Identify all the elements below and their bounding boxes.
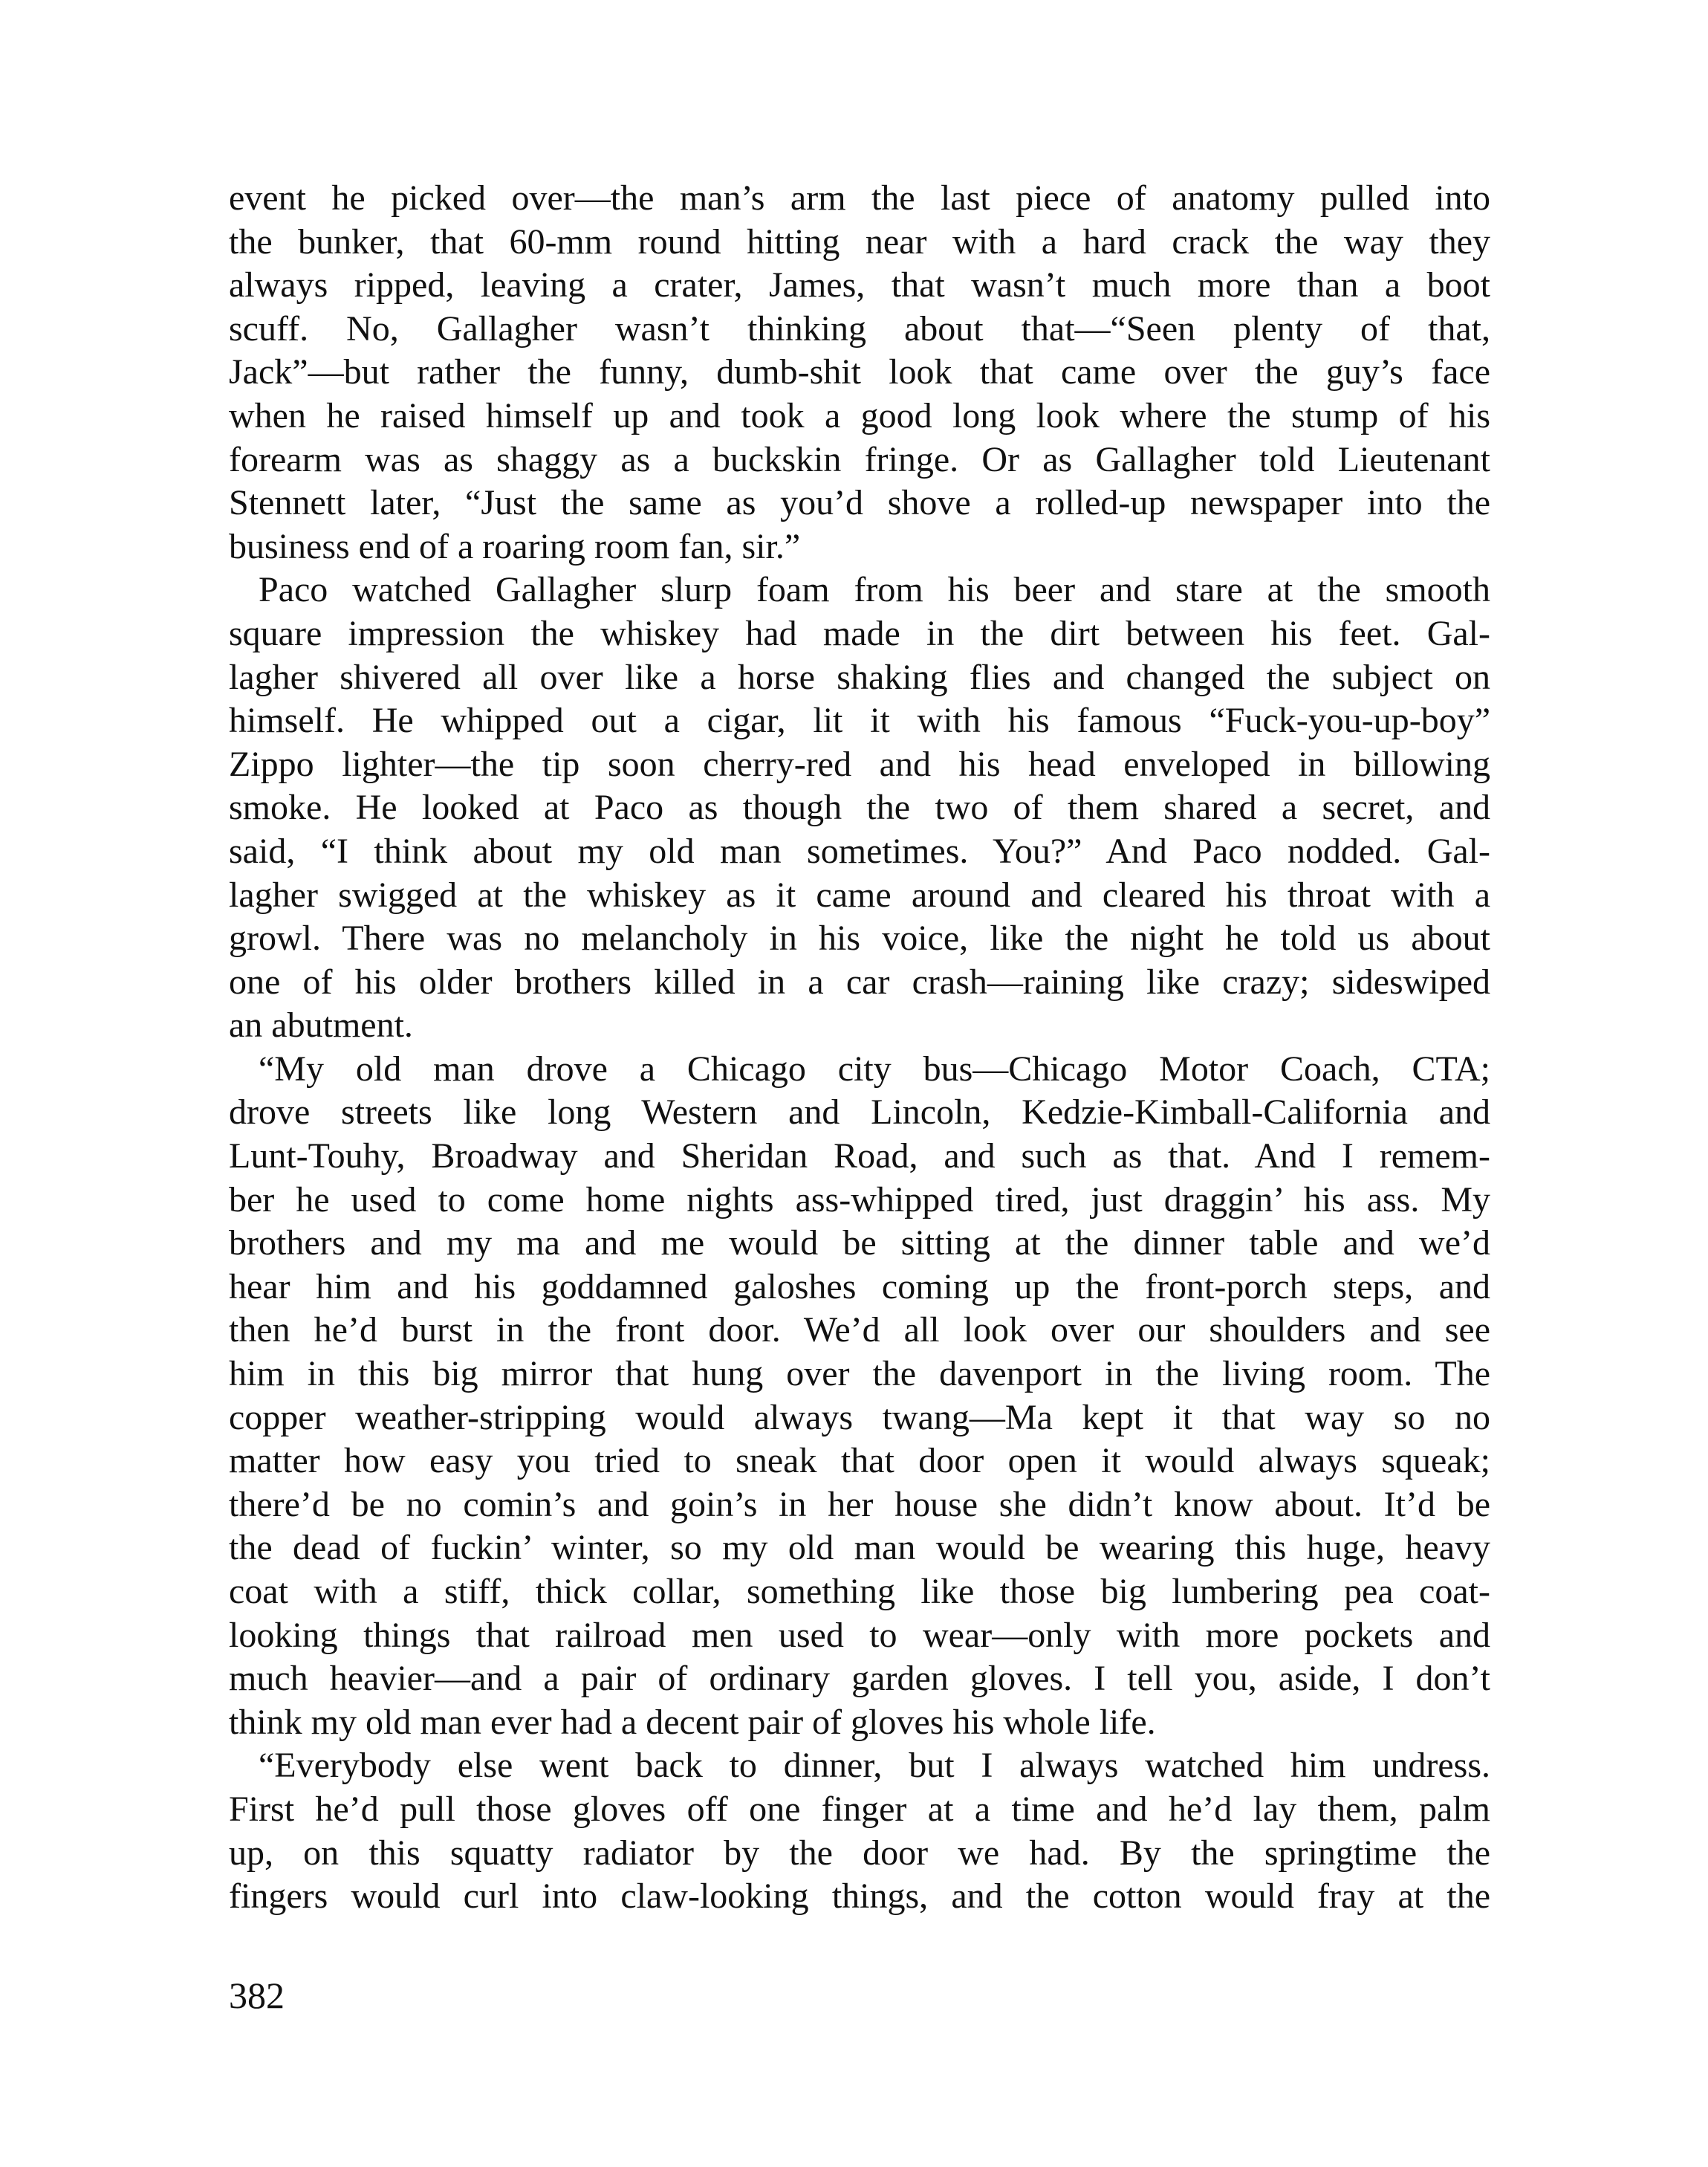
- text-line: Zippo lighter—the tip soon cherry-red and his head enveloped in billowing: [229, 744, 1490, 784]
- text-line: Jack”—but rather the funny, dumb-shit look that came over the guy’s face: [229, 352, 1490, 392]
- paragraph: [229, 1744, 1490, 1918]
- text-line: one of his older brothers killed in a car crash—raining like crazy; sideswiped: [229, 962, 1490, 1002]
- text-line: the bunker, that 60-mm round hitting near with a hard crack the way they: [229, 221, 1490, 262]
- text-line: lagher shivered all over like a horse shaking flies and changed the subject on: [229, 657, 1490, 697]
- text-line: scuff. No, Gallagher wasn’t thinking about that—“Seen plenty of that,: [229, 308, 1490, 349]
- text-line: forearm was as shaggy as a buckskin fringe. Or as Gallagher told Lieutenant: [229, 439, 1490, 479]
- text-line: fingers would curl into claw-looking things, and the cotton would fray at the: [229, 1876, 1490, 1917]
- text-line: square impression the whiskey had made in the dirt between his feet. Gal-: [229, 613, 1490, 653]
- text-line: himself. He whipped out a cigar, lit it with his famous “Fuck-you-up-boy”: [229, 701, 1490, 741]
- text-line: growl. There was no melancholy in his voice, like the night he told us about: [229, 919, 1490, 959]
- text-line: Paco watched Gallagher slurp foam from his beer and stare at the smooth: [259, 570, 1490, 610]
- text-line: brothers and my ma and me would be sitting at the dinner table and we’d: [229, 1223, 1490, 1263]
- body-text: [229, 177, 1490, 1919]
- text-line: looking things that railroad men used to wear—only with more pockets and: [229, 1615, 1490, 1655]
- text-line: hear him and his goddamned galoshes coming up the front-porch steps, and: [229, 1266, 1490, 1306]
- paragraph: [229, 177, 1490, 569]
- text-line: up, on this squatty radiator by the door we had. By the springtime the: [229, 1833, 1490, 1873]
- text-line: lagher swigged at the whiskey as it came around and cleared his throat with a: [229, 875, 1490, 915]
- text-line: then he’d burst in the front door. We’d all look over our shoulders and see: [229, 1310, 1490, 1350]
- text-line: there’d be no comin’s and goin’s in her house she didn’t know about. It’d be: [229, 1484, 1490, 1524]
- text-line: Stennett later, “Just the same as you’d shove a rolled-up newspaper into the: [229, 483, 1490, 523]
- text-line: when he raised himself up and took a good long look where the stump of his: [229, 395, 1490, 435]
- text-line: event he picked over—the man’s arm the last piece of anatomy pulled into: [229, 178, 1490, 218]
- text-line: First he’d pull those gloves off one finger at a time and he’d lay them, palm: [229, 1789, 1490, 1829]
- text-line: “Everybody else went back to dinner, but I always watched him undress.: [259, 1746, 1490, 1786]
- text-line: Lunt-Touhy, Broadway and Sheridan Road, and such as that. And I remem-: [229, 1136, 1490, 1176]
- text-line: much heavier—and a pair of ordinary garden gloves. I tell you, aside, I don’t: [229, 1659, 1490, 1699]
- text-line: “My old man drove a Chicago city bus—Chicago Motor Coach, CTA;: [259, 1049, 1490, 1089]
- text-line: him in this big mirror that hung over the davenport in the living room. The: [229, 1354, 1490, 1394]
- text-line: always ripped, leaving a crater, James, that wasn’t much more than a boot: [229, 265, 1490, 305]
- text-line: ber he used to come home nights ass-whipped tired, just draggin’ his ass. My: [229, 1179, 1490, 1219]
- paragraph: [229, 1048, 1490, 1745]
- page-number: 382: [229, 1975, 285, 2016]
- text-line: smoke. He looked at Paco as though the two of them shared a secret, and: [229, 788, 1490, 828]
- text-line: an abutment.: [229, 1005, 413, 1046]
- paragraph: [229, 569, 1490, 1048]
- text-line: the dead of fuckin’ winter, so my old man would be wearing this huge, heavy: [229, 1528, 1490, 1568]
- text-line: said, “I think about my old man sometimes. You?” And Paco nodded. Gal-: [229, 831, 1490, 871]
- text-line: matter how easy you tried to sneak that door open it would always squeak;: [229, 1441, 1490, 1481]
- text-line: copper weather-stripping would always twang—Ma kept it that way so no: [229, 1397, 1490, 1437]
- text-line: drove streets like long Western and Lincoln, Kedzie-Kimball-California and: [229, 1092, 1490, 1133]
- text-line: think my old man ever had a decent pair of gloves his whole life.: [229, 1702, 1156, 1742]
- text-line: business end of a roaring room fan, sir.”: [229, 526, 801, 566]
- text-line: coat with a stiff, thick collar, something like those big lumbering pea coat-: [229, 1572, 1490, 1611]
